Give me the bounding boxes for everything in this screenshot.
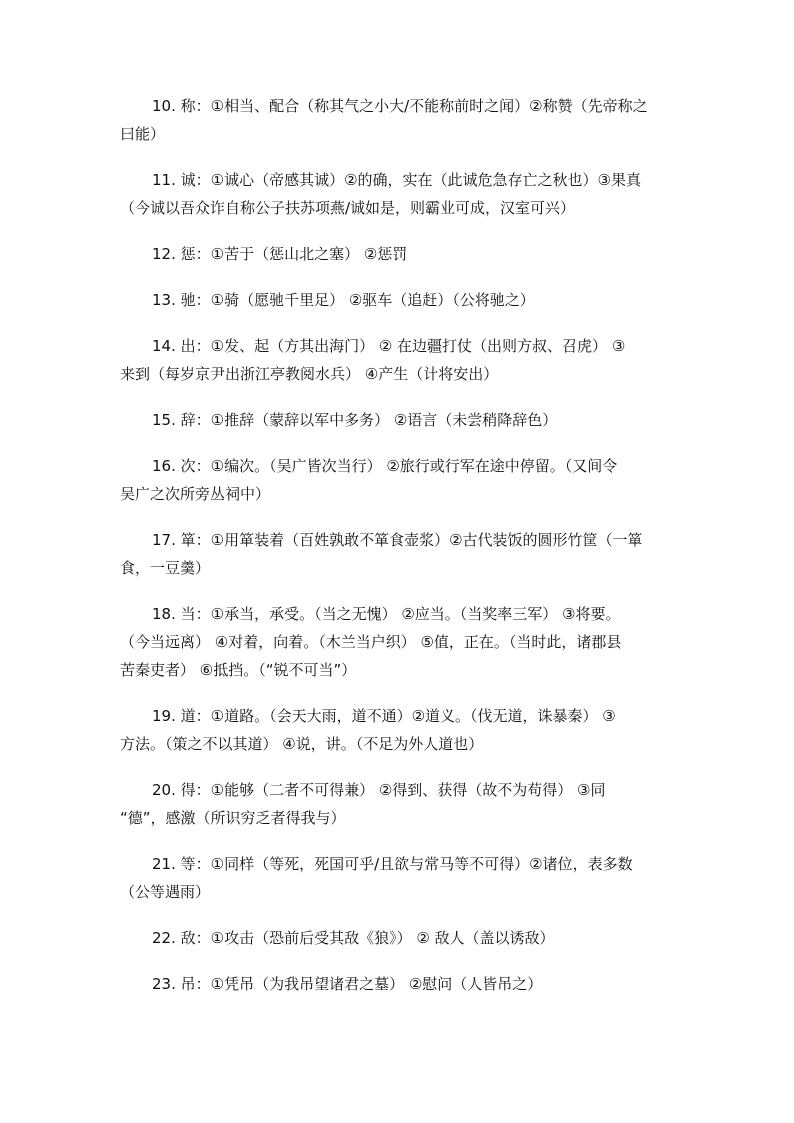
entry-line: 来到（每岁京尹出浙江亭教阅水兵） ④产生（计将安出） xyxy=(120,365,499,383)
entry-line: 食，一豆羹） xyxy=(120,559,211,577)
entry-15-ci xyxy=(120,406,680,434)
entry-18-dang xyxy=(120,600,680,684)
entry-line: 18. 当：①承当，承受。（当之无愧） ②应当。（当奖率三军） ③将要。 xyxy=(152,605,621,623)
entry-line: 22. 敌：①攻击（恐前后受其敌《狼》） ② 敌人（盖以诱敌） xyxy=(152,929,555,947)
entry-line: 14. 出：①发、起（方其出海门） ② 在边疆打仗（出则方叔、召虎） ③ xyxy=(152,337,626,355)
entry-line: （今诚以吾众诈自称公子扶苏项燕/诚如是，则霸业可成，汉室可兴） xyxy=(120,199,576,217)
entry-13-chi xyxy=(120,286,680,314)
entry-line: （今当远离） ④对着，向着。（木兰当户织） ⑤值，正在。（当时此，诸郡县 xyxy=(120,633,622,651)
entry-line: 20. 得：①能够（二者不可得兼） ②得到、获得（故不为苟得） ③同 xyxy=(152,781,606,799)
entry-22-di xyxy=(120,924,680,952)
entry-line: “德”，感激（所识穷乏者得我与） xyxy=(120,809,346,827)
entry-line: 15. 辞：①推辞（蒙辞以军中多务） ②语言（未尝稍降辞色） xyxy=(152,411,558,429)
entry-23-diao xyxy=(120,970,680,998)
entry-line: 曰能） xyxy=(120,125,166,143)
entry-20-de xyxy=(120,776,680,832)
entry-line: 吴广之次所旁丛祠中） xyxy=(120,485,271,503)
entry-line: 16. 次：①编次。（吴广皆次当行） ②旅行或行军在途中停留。（又间令 xyxy=(152,457,618,475)
entry-line: 10. 称：①相当、配合（称其气之小大/不能称前时之闻）②称赞（先帝称之 xyxy=(152,97,648,115)
entry-line: 方法。（策之不以其道） ④说，讲。（不足为外人道也） xyxy=(120,735,484,753)
entry-list xyxy=(120,92,680,1016)
entry-line: 12. 惩：①苦于（惩山北之塞） ②惩罚 xyxy=(152,245,408,263)
entry-line: 19. 道：①道路。（会天大雨，道不通）②道义。（伐无道，诛暴秦） ③ xyxy=(152,707,616,725)
entry-17-dan xyxy=(120,526,680,582)
entry-line: 21. 等：①同样（等死，死国可乎/且欲与常马等不可得）②诸位，表多数 xyxy=(152,855,633,873)
entry-21-deng xyxy=(120,850,680,906)
entry-line: 13. 驰：①骑（愿驰千里足） ②驱车（追赶）（公将驰之） xyxy=(152,291,535,309)
entry-12-cheng xyxy=(120,240,680,268)
entry-line: 23. 吊：①凭吊（为我吊望诸君之墓） ②慰问（人皆吊之） xyxy=(152,975,543,993)
entry-19-dao xyxy=(120,702,680,758)
entry-line: （公等遇雨） xyxy=(120,883,211,901)
entry-16-ci xyxy=(120,452,680,508)
entry-line: 17. 箪：①用箪装着（百姓孰敢不箪食壶浆）②古代装饭的圆形竹筐（一箪 xyxy=(152,531,643,549)
entry-10-cheng xyxy=(120,92,680,148)
entry-line: 11. 诚：①诚心（帝感其诚）②的确，实在（此诚危急存亡之秋也）③果真 xyxy=(152,171,641,189)
entry-14-chu xyxy=(120,332,680,388)
entry-11-cheng xyxy=(120,166,680,222)
entry-line: 苦秦吏者） ⑥抵挡。（“锐不可当”） xyxy=(120,661,357,679)
